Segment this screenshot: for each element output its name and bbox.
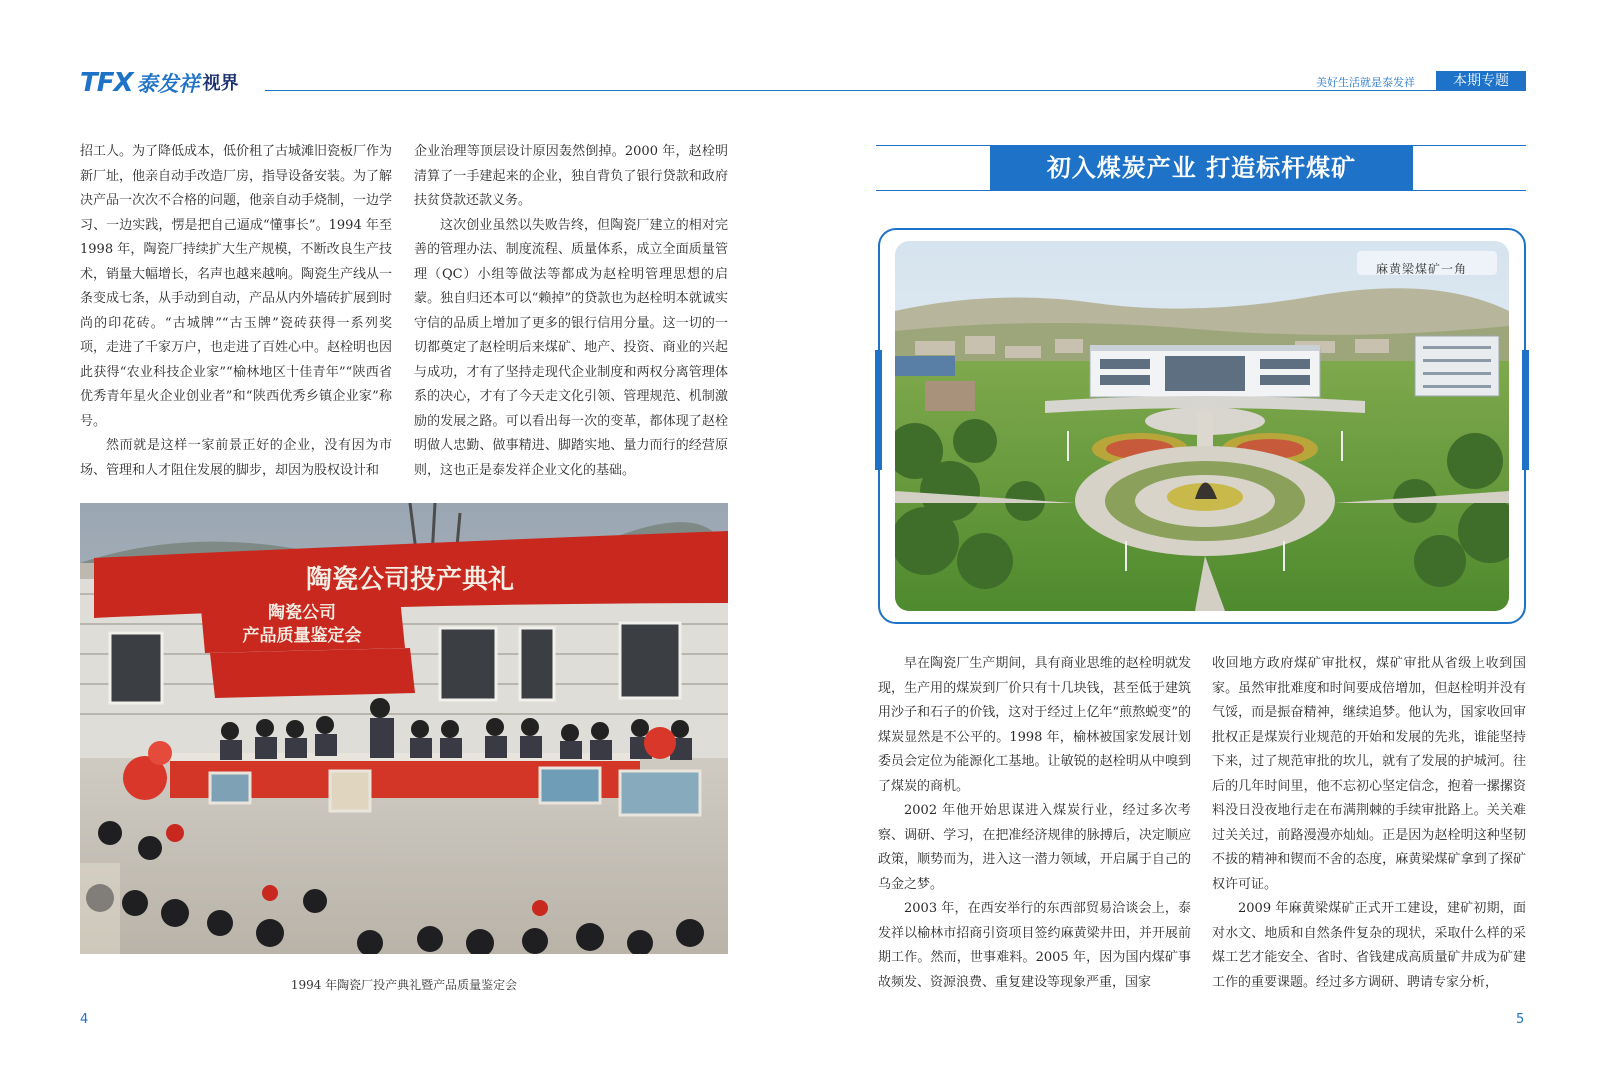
magazine-logo — [80, 68, 239, 96]
page-number-right: 5 — [1516, 1012, 1525, 1027]
right-page-column-1 — [878, 652, 1191, 995]
section-title: 初入煤炭产业 打造标杆煤矿 — [990, 146, 1413, 190]
section-tab: 本期专题 — [1436, 71, 1526, 91]
paragraph: 2003 年，在西安举行的东西部贸易洽谈会上，泰发祥以榆林市招商引资项目签约麻黄梁井田，并开展前期工作。然而，世事难料。2005 年，因为国内煤矿事故频发、资源浪费、重复建设等现象严重，国家 — [878, 901, 1191, 990]
board-text-line-2: 产品质量鉴定会 — [242, 626, 362, 646]
coal-mine-aerial-illustration — [895, 241, 1509, 611]
page-number-left: 4 — [80, 1012, 89, 1027]
logo-vision: 视界 — [202, 73, 239, 94]
paragraph: 2009 年麻黄梁煤矿正式开工建设，建矿初期，面对水文、地质和自然条件复杂的现状，采取什么样的采煤工艺才能安全、省时、省钱建成高质量矿井成为矿建工作的重要课题。经过多方调研、聘请专家分析， — [1212, 901, 1526, 990]
logo-brand-name: 泰发祥 — [136, 72, 200, 96]
frame-tab-right — [1522, 350, 1529, 470]
paragraph: 这次创业虽然以失败告终，但陶瓷厂建立的相对完善的管理办法、制度流程、质量体系，成立全面质量管理（QC）小组等做法等都成为赵栓明管理思想的启蒙。独自归还本可以“赖掉”的贷款也为赵栓明本就诚实守信的品质上增加了更多的银行信用分量。这一切的一切都奠定了赵栓明后来煤矿、地产、投资、商业的兴起与成功，才有了坚持走现代企业制度和两权分离管理体系的决心，才有了今天走文化引领、管理规范、机制激励的发展之路。可以看出每一次的变革，都体现了赵栓明做人忠勤、做事精进、脚踏实地、量力而行的经营原则，这也正是泰发祥企业文化的基础。 — [414, 217, 728, 478]
header-slogan: 美好生活就是泰发祥 — [1316, 76, 1415, 89]
paragraph: 企业治理等顶层设计原因轰然倒掉。2000 年，赵栓明清算了一手建起来的企业，独自背负了银行贷款和政府扶贫贷款还款义务。 — [414, 144, 728, 208]
right-page-column-2 — [1212, 652, 1526, 995]
logo-tfx: TFX — [80, 68, 133, 98]
banner-text: 陶瓷公司投产典礼 — [305, 565, 515, 595]
left-page-column-2 — [414, 140, 728, 483]
paragraph: 然而就是这样一家前景正好的企业，没有因为市场、管理和人才阻住发展的脚步，却因为股权设计和 — [80, 438, 392, 478]
ceremony-photo-illustration — [80, 503, 728, 954]
paragraph: 2002 年他开始思谋进入煤炭行业，经过多次考察、调研、学习，在把准经济规律的脉搏后，决定顺应政策，顺势而为，进入这一潜力领域，开启属于自己的乌金之梦。 — [878, 803, 1191, 892]
title-rule-bottom — [876, 190, 1526, 191]
paragraph: 早在陶瓷厂生产期间，具有商业思维的赵栓明就发现，生产用的煤炭到厂价只有十几块钱，甚至低于建筑用沙子和石子的价钱，这对于经过上亿年“煎熬蜕变”的煤炭显然是不公平的。1998 年，榆林被国家发展计划委员会定位为能源化工基地。让敏锐的赵栓明从中嗅到了煤炭的商机。 — [878, 656, 1191, 794]
paragraph: 招工人。为了降低成本，低价租了古城滩旧瓷板厂作为新厂址，他亲自动手改造厂房，指导设备安装。为了解决产品一次次不合格的问题，他亲自动手烧制，一边学习、一边实践，愣是把自己逼成“懂事长”。1994 年至 1998 年，陶瓷厂持续扩大生产规模，不断改良生产技术，销量大幅增长，名声也越来越响。陶瓷生产线从一条变成七条，从手动到自动，产品从内外墙砖扩展到时尚的印花砖。“古城牌”“古玉牌”瓷砖获得一系列奖项，走进了千家万户，也走进了百姓心中。赵栓明也因此获得“农业科技企业家”“榆林地区十佳青年”“陕西省优秀青年星火企业创业者”和“陕西优秀乡镇企业家”称号。 — [80, 144, 393, 429]
photo-label: 麻黄梁煤矿一角 — [1376, 262, 1468, 276]
left-page-column-1 — [80, 140, 392, 483]
header-rule — [265, 90, 1525, 91]
coal-mine-photo — [895, 241, 1509, 611]
paragraph: 收回地方政府煤矿审批权，煤矿审批从省级上收到国家。虽然审批难度和时间要成倍增加，但赵栓明并没有气馁，而是振奋精神，继续追梦。他认为，国家收回审批权正是煤炭行业规范的开始和发展的先兆，谁能坚持下来，过了规范审批的坎儿，就有了发展的护城河。往后的几年时间里，他不忘初心坚定信念，抱着一摞摞资料没日没夜地行走在布满荆棘的手续审批路上。关关难过关关过，前路漫漫亦灿灿。正是因为赵栓明这种坚韧不拔的精神和锲而不舍的态度，麻黄梁煤矿拿到了探矿权许可证。 — [1212, 656, 1526, 892]
board-text-line-1: 陶瓷公司 — [268, 603, 336, 623]
ceramics-ceremony-photo — [80, 503, 728, 954]
left-photo-caption: 1994 年陶瓷厂投产典礼暨产品质量鉴定会 — [290, 978, 518, 992]
frame-tab-left — [875, 350, 882, 470]
